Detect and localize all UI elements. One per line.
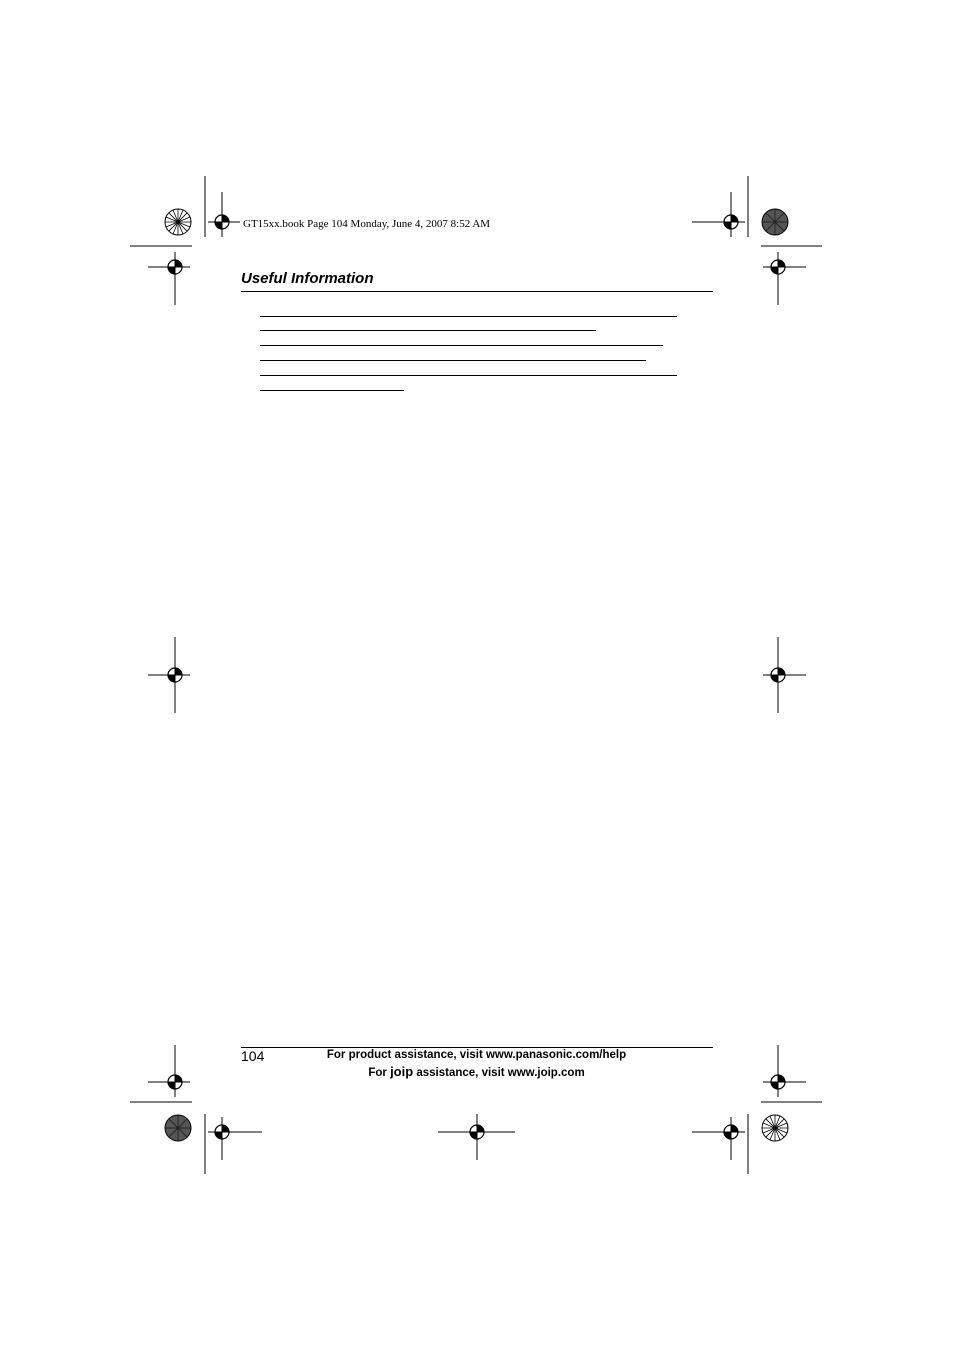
blank-line	[260, 345, 663, 346]
footer-rule	[241, 1047, 713, 1048]
header-rule	[241, 291, 713, 292]
footer-joip-prefix: For	[368, 1067, 391, 1079]
footer-joip-suffix: assistance, visit www.joip.com	[413, 1067, 585, 1079]
section-title: Useful Information	[241, 270, 374, 287]
footer-help-line: For product assistance, visit www.panasonic.com/help	[326, 1049, 627, 1061]
page-number: 104	[241, 1048, 265, 1064]
blank-line	[260, 330, 596, 331]
blank-line	[260, 375, 677, 376]
blank-line	[260, 316, 677, 317]
print-file-info: GT15xx.book Page 104 Monday, June 4, 2007 8:52 AM	[243, 218, 491, 230]
blank-line	[260, 390, 404, 391]
joip-logo: joip	[390, 1064, 414, 1079]
blank-line	[260, 360, 646, 361]
footer-joip-line	[300, 1064, 653, 1079]
